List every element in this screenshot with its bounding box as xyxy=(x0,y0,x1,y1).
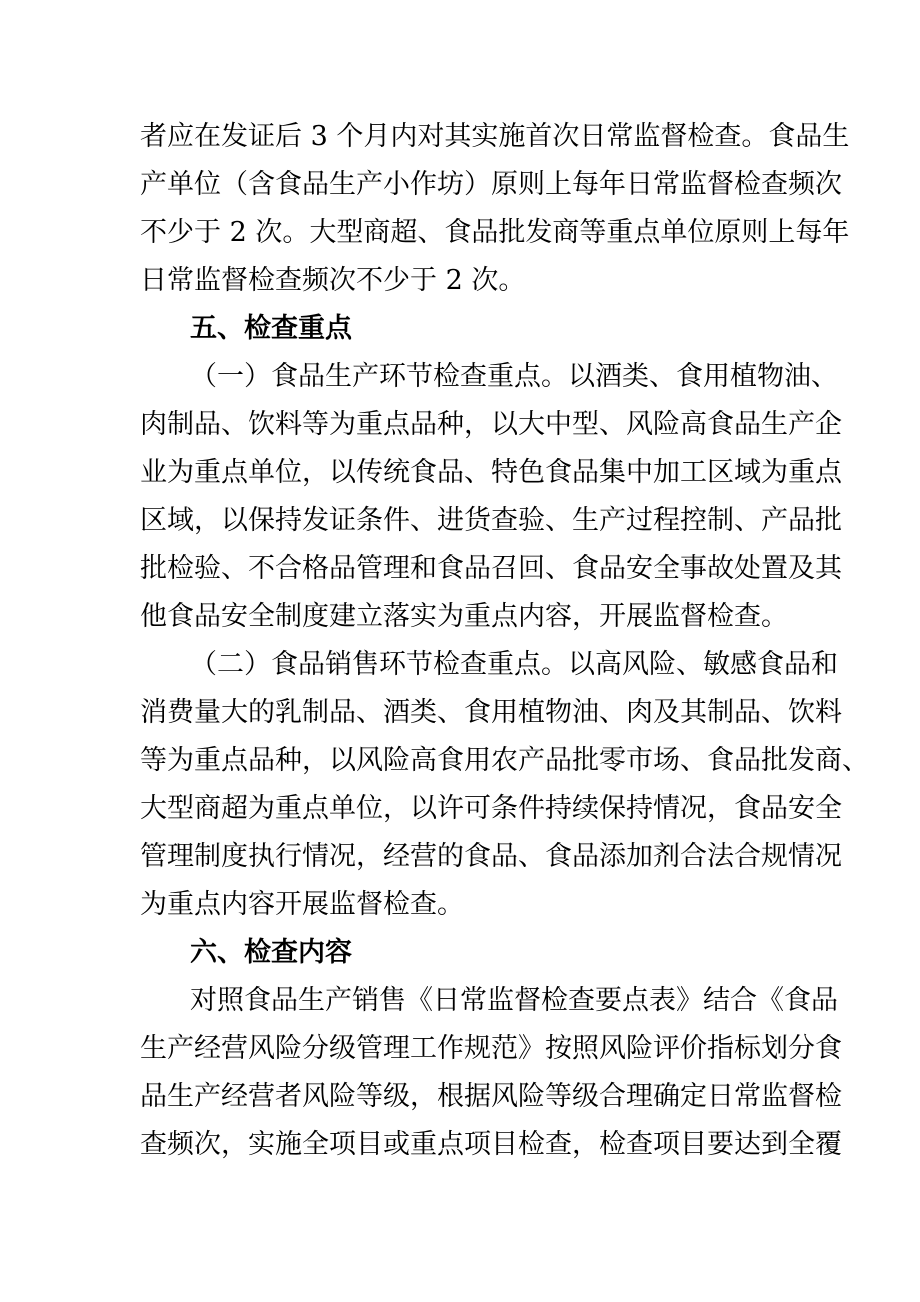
body-line: 为重点内容开展监督检查。 xyxy=(140,889,464,920)
body-line: 消费量大的乳制品、酒类、食用植物油、肉及其制品、饮料 xyxy=(140,697,842,728)
body-line: 业为重点单位，以传统食品、特色食品集中加工区域为重点 xyxy=(140,457,842,488)
body-line: 产单位（含食品生产小作坊）原则上每年日常监督检查频次 xyxy=(140,169,842,200)
body-line: 他食品安全制度建立落实为重点内容，开展监督检查。 xyxy=(140,601,788,632)
body-line: 者应在发证后 3 个月内对其实施首次日常监督检查。食品生 xyxy=(140,121,850,152)
body-line: 区域，以保持发证条件、进货查验、生产过程控制、产品批 xyxy=(140,505,842,536)
body-line: 查频次，实施全项目或重点项目检查，检查项目要达到全覆 xyxy=(140,1129,842,1160)
body-line: 不少于 2 次。大型商超、食品批发商等重点单位原则上每年 xyxy=(140,217,850,248)
paragraph-first-line: 对照食品生产销售《日常监督检查要点表》结合《食品 xyxy=(190,985,838,1016)
section-heading-5: 五、检查重点 xyxy=(190,313,352,344)
body-line: 日常监督检查频次不少于 2 次。 xyxy=(140,265,526,296)
section-heading-6: 六、检查内容 xyxy=(190,937,352,968)
paragraph-first-line: （二）食品销售环节检查重点。以高风险、敏感食品和 xyxy=(190,649,838,680)
body-line: 品生产经营者风险等级，根据风险等级合理确定日常监督检 xyxy=(140,1081,842,1112)
body-line: 批检验、不合格品管理和食品召回、食品安全事故处置及其 xyxy=(140,553,842,584)
body-line: 肉制品、饮料等为重点品种，以大中型、风险高食品生产企 xyxy=(140,409,842,440)
paragraph-first-line: （一）食品生产环节检查重点。以酒类、食用植物油、 xyxy=(190,361,838,392)
body-line: 生产经营风险分级管理工作规范》按照风险评价指标划分食 xyxy=(140,1033,842,1064)
body-line: 大型商超为重点单位，以许可条件持续保持情况，食品安全 xyxy=(140,793,842,824)
body-line: 管理制度执行情况，经营的食品、食品添加剂合法合规情况 xyxy=(140,841,842,872)
body-line: 等为重点品种，以风险高食用农产品批零市场、食品批发商、 xyxy=(140,745,869,776)
